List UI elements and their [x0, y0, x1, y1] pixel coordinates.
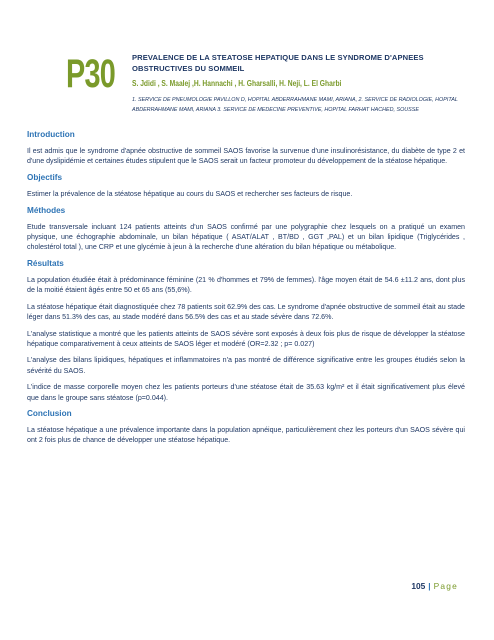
resultats-paragraph-3: L'analyse statistique a montré que les patients atteints de SAOS sévère sont exposés à deux fois plus de risque de développer la stéatose hépatique comparativement à ceux atteints de SAOS léger et modéré (OR=2.32 ; p= 0.027) — [27, 329, 465, 348]
resultats-paragraph-2: La stéatose hépatique était diagnostiquée chez 78 patients soit 62.9% des cas. Le syndrome d'apnée obstructive de sommeil était au stade léger dans 51.3% des cas, au stade modéré dans 56.5% des cas et au stade sévère dans 72.6%. — [27, 302, 465, 321]
page-footer — [411, 581, 458, 591]
conclusion-heading: Conclusion — [27, 409, 72, 419]
page-number: 105 — [411, 581, 426, 591]
resultats-heading: Résultats — [27, 258, 64, 268]
conclusion-text: La stéatose hépatique a une prévalence importante dans la population apnéique, particulièrement chez les porteurs d'un SAOS sévère qui ont 2 fois plus de chance de développer une stéatose hépatique. — [27, 426, 465, 445]
abstract-body — [27, 130, 465, 452]
abstract-title: PREVALENCE DE LA STEATOSE HEPATIQUE DANS LE SYNDROME D'APNEES OBSTRUCTIVES DU SOMMEIL — [132, 53, 424, 73]
objectifs-heading: Objectifs — [27, 172, 63, 182]
resultats-paragraph-5: L'indice de masse corporelle moyen chez les patients porteurs d'une stéatose était de 35.63 kg/m² et il était significativement plus élevé que dans le groupe sans stéatose (p=0.044). — [27, 383, 465, 402]
objectifs-text: Estimer la prévalence de la stéatose hépatique au cours du SAOS et rechercher ses facteurs de risque. — [27, 189, 353, 198]
introduction-heading: Introduction — [27, 130, 75, 139]
resultats-paragraph-4: L'analyse des bilans lipidiques, hépatiques et inflammatoires n'a pas montré de différence significative entre les groupes étudiés selon la sévérité du SAOS. — [27, 356, 465, 375]
poster-code: P30 — [66, 52, 116, 96]
methodes-text: Etude transversale incluant 124 patients atteints d'un SAOS confirmé par une polygraphie chez lesquels on a pratiqué un examen physique, une échographie abdominale, un bilan hépatique ( ASAT/ALAT , BT/BD , GGT ,PAL) et un bilan lipidique (Triglycérides , cholestérol total ), une CRP et une glycémie à jeun à la recherche d'une altération du bilan hépatique ou métabolique. — [27, 222, 465, 252]
author-list: S. Jdidi , S. Maalej ,H. Hannachi , H. Gharsalli, H. Neji, L. El Gharbi — [132, 79, 342, 88]
methodes-heading: Méthodes — [27, 205, 66, 215]
affiliations: 1. SERVICE DE PNEUMOLOGIE PAVILLON D, HOPITAL ABDERRAHMANE MAMI, ARIANA, 2. SERVICE DE RADIOLOGIE, HOPITAL ABDERRAHMANE MAMI, ARIANA 3. SERVICE DE MEDECINE PREVENTIVE, HOPITAL FARHAT HACHED, SOUSSE — [132, 97, 458, 113]
introduction-text: Il est admis que le syndrome d'apnée obstructive de sommeil SAOS favorise la survenue d'une insulinorésistance, du diabète de type 2 et d'une dyslipidémie et certaines études stipulent que le SAOS serait un facteur promoteur du développement de la stéatose hépatique. — [27, 147, 465, 166]
footer-separator: | — [428, 581, 431, 591]
resultats-paragraph-1: La population étudiée était à prédominance féminine (21 % d'hommes et 79% de femmes). l'âge moyen était de 54.6 ±11.2 ans, dont plus de la moitié étaient âgés entre 50 et 65 ans (55,6%). — [27, 275, 465, 294]
page-label: Page — [433, 581, 458, 591]
